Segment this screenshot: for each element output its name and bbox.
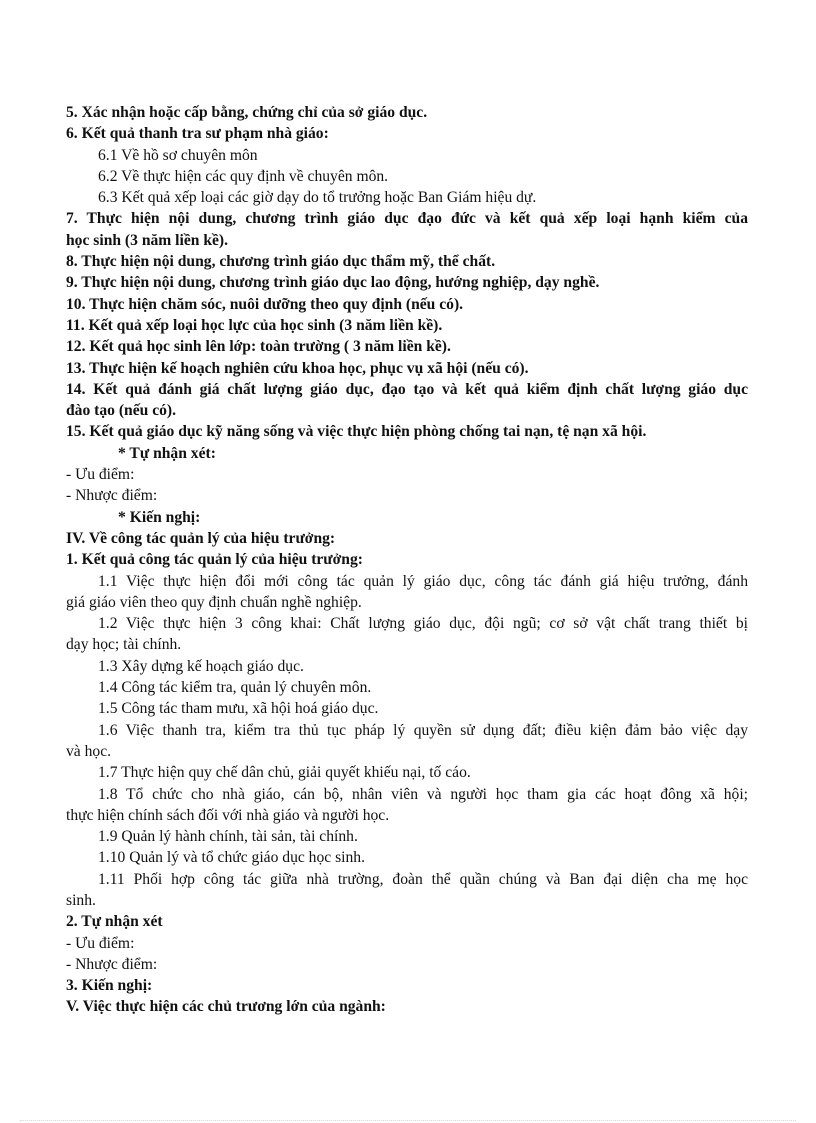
- section-iv-heading: IV. Về công tác quản lý của hiệu trưởng:: [66, 529, 336, 547]
- self-assessment-heading: * Tự nhận xét:: [118, 444, 216, 462]
- item-1-8-line1: 1.8 Tổ chức cho nhà giáo, cán bộ, nhân viên và người học tham gia các hoạt đông xã hội;: [98, 785, 748, 803]
- page-bottom-divider: [20, 1120, 796, 1121]
- section-iv-3-heading: 3. Kiến nghị:: [66, 977, 153, 995]
- item-1-11-line1: 1.11 Phối hợp công tác giữa nhà trường, đoàn thể quần chúng và Ban đại diện cha mẹ học: [98, 870, 748, 888]
- item-6-heading: 6. Kết quả thanh tra sư phạm nhà giáo:: [66, 125, 329, 143]
- item-1-3: 1.3 Xây dựng kế hoạch giáo dục.: [98, 657, 304, 675]
- item-7-line2: học sinh (3 năm liền kề).: [66, 231, 229, 249]
- item-6-3: 6.3 Kết quả xếp loại các giờ dạy do tổ trưởng hoặc Ban Giám hiệu dự.: [98, 189, 537, 207]
- weaknesses-label: - Nhược điểm:: [66, 487, 158, 505]
- item-1-9: 1.9 Quản lý hành chính, tài sản, tài chính.: [98, 828, 358, 846]
- item-1-6-line2: và học.: [66, 742, 112, 760]
- item-7-line1: 7. Thực hiện nội dung, chương trình giáo dục đạo đức và kết quả xếp loại hạnh kiểm của: [66, 210, 748, 228]
- item-1-5: 1.5 Công tác tham mưu, xã hội hoá giáo dục.: [98, 700, 379, 718]
- item-14-line1: 14. Kết quả đánh giá chất lượng giáo dục, đạo tạo và kết quả kiểm định chất lượng giáo dục: [66, 380, 748, 398]
- strengths-label-2: - Ưu điểm:: [66, 934, 135, 952]
- item-1-6-line1: 1.6 Việc thanh tra, kiểm tra thủ tục pháp lý quyền sử dụng đất; điều kiện đảm bảo việc dạy: [98, 721, 748, 739]
- item-1-1-line1: 1.1 Việc thực hiện đổi mới công tác quản lý giáo dục, công tác đánh giá hiệu trưởng, đánh: [98, 572, 748, 590]
- item-14-line2: đào tạo (nếu có).: [66, 402, 177, 420]
- item-1-7: 1.7 Thực hiện quy chế dân chủ, giải quyết khiếu nại, tố cáo.: [98, 764, 471, 782]
- item-1-1-line2: giá giáo viên theo quy định chuẩn nghề nghiệp.: [66, 593, 362, 611]
- section-iv-1-heading: 1. Kết quả công tác quản lý của hiệu trưởng:: [66, 551, 363, 569]
- item-15: 15. Kết quả giáo dục kỹ năng sống và việc thực hiện phòng chống tai nạn, tệ nạn xã hội.: [66, 423, 647, 441]
- item-13: 13. Thực hiện kế hoạch nghiên cứu khoa học, phục vụ xã hội (nếu có).: [66, 359, 529, 377]
- item-1-8-line2: thực hiện chính sách đối với nhà giáo và người học.: [66, 806, 390, 824]
- item-1-2-line2: dạy học; tài chính.: [66, 636, 182, 654]
- item-11: 11. Kết quả xếp loại học lực của học sinh (3 năm liền kề).: [66, 316, 443, 334]
- item-8: 8. Thực hiện nội dung, chương trình giáo dục thẩm mỹ, thể chất.: [66, 253, 496, 271]
- item-1-2-line1: 1.2 Việc thực hiện 3 công khai: Chất lượng giáo dục, đội ngũ; cơ sở vật chất trang thiết bị: [98, 615, 748, 633]
- item-5: 5. Xác nhận hoặc cấp bằng, chứng chỉ của sở giáo dục.: [66, 104, 428, 121]
- item-12: 12. Kết quả học sinh lên lớp: toàn trường ( 3 năm liền kề).: [66, 338, 451, 356]
- strengths-label: - Ưu điểm:: [66, 466, 135, 484]
- item-6-1: 6.1 Về hồ sơ chuyên môn: [98, 146, 258, 164]
- document-page: [66, 102, 748, 1018]
- item-6-2: 6.2 Về thực hiện các quy định về chuyên môn.: [98, 167, 389, 185]
- item-1-10: 1.10 Quản lý và tổ chức giáo dục học sinh.: [98, 849, 365, 867]
- weaknesses-label-2: - Nhược điểm:: [66, 955, 158, 973]
- section-v-heading: V. Việc thực hiện các chủ trương lớn của ngành:: [66, 998, 386, 1016]
- item-9: 9. Thực hiện nội dung, chương trình giáo dục lao động, hướng nghiệp, dạy nghề.: [66, 274, 600, 292]
- section-iv-2-heading: 2. Tự nhận xét: [66, 913, 163, 931]
- item-10: 10. Thực hiện chăm sóc, nuôi dưỡng theo quy định (nếu có).: [66, 295, 464, 313]
- item-1-11-line2: sinh.: [66, 891, 96, 909]
- item-1-4: 1.4 Công tác kiểm tra, quản lý chuyên môn.: [98, 679, 372, 697]
- recommendations-heading: * Kiến nghị:: [118, 508, 201, 526]
